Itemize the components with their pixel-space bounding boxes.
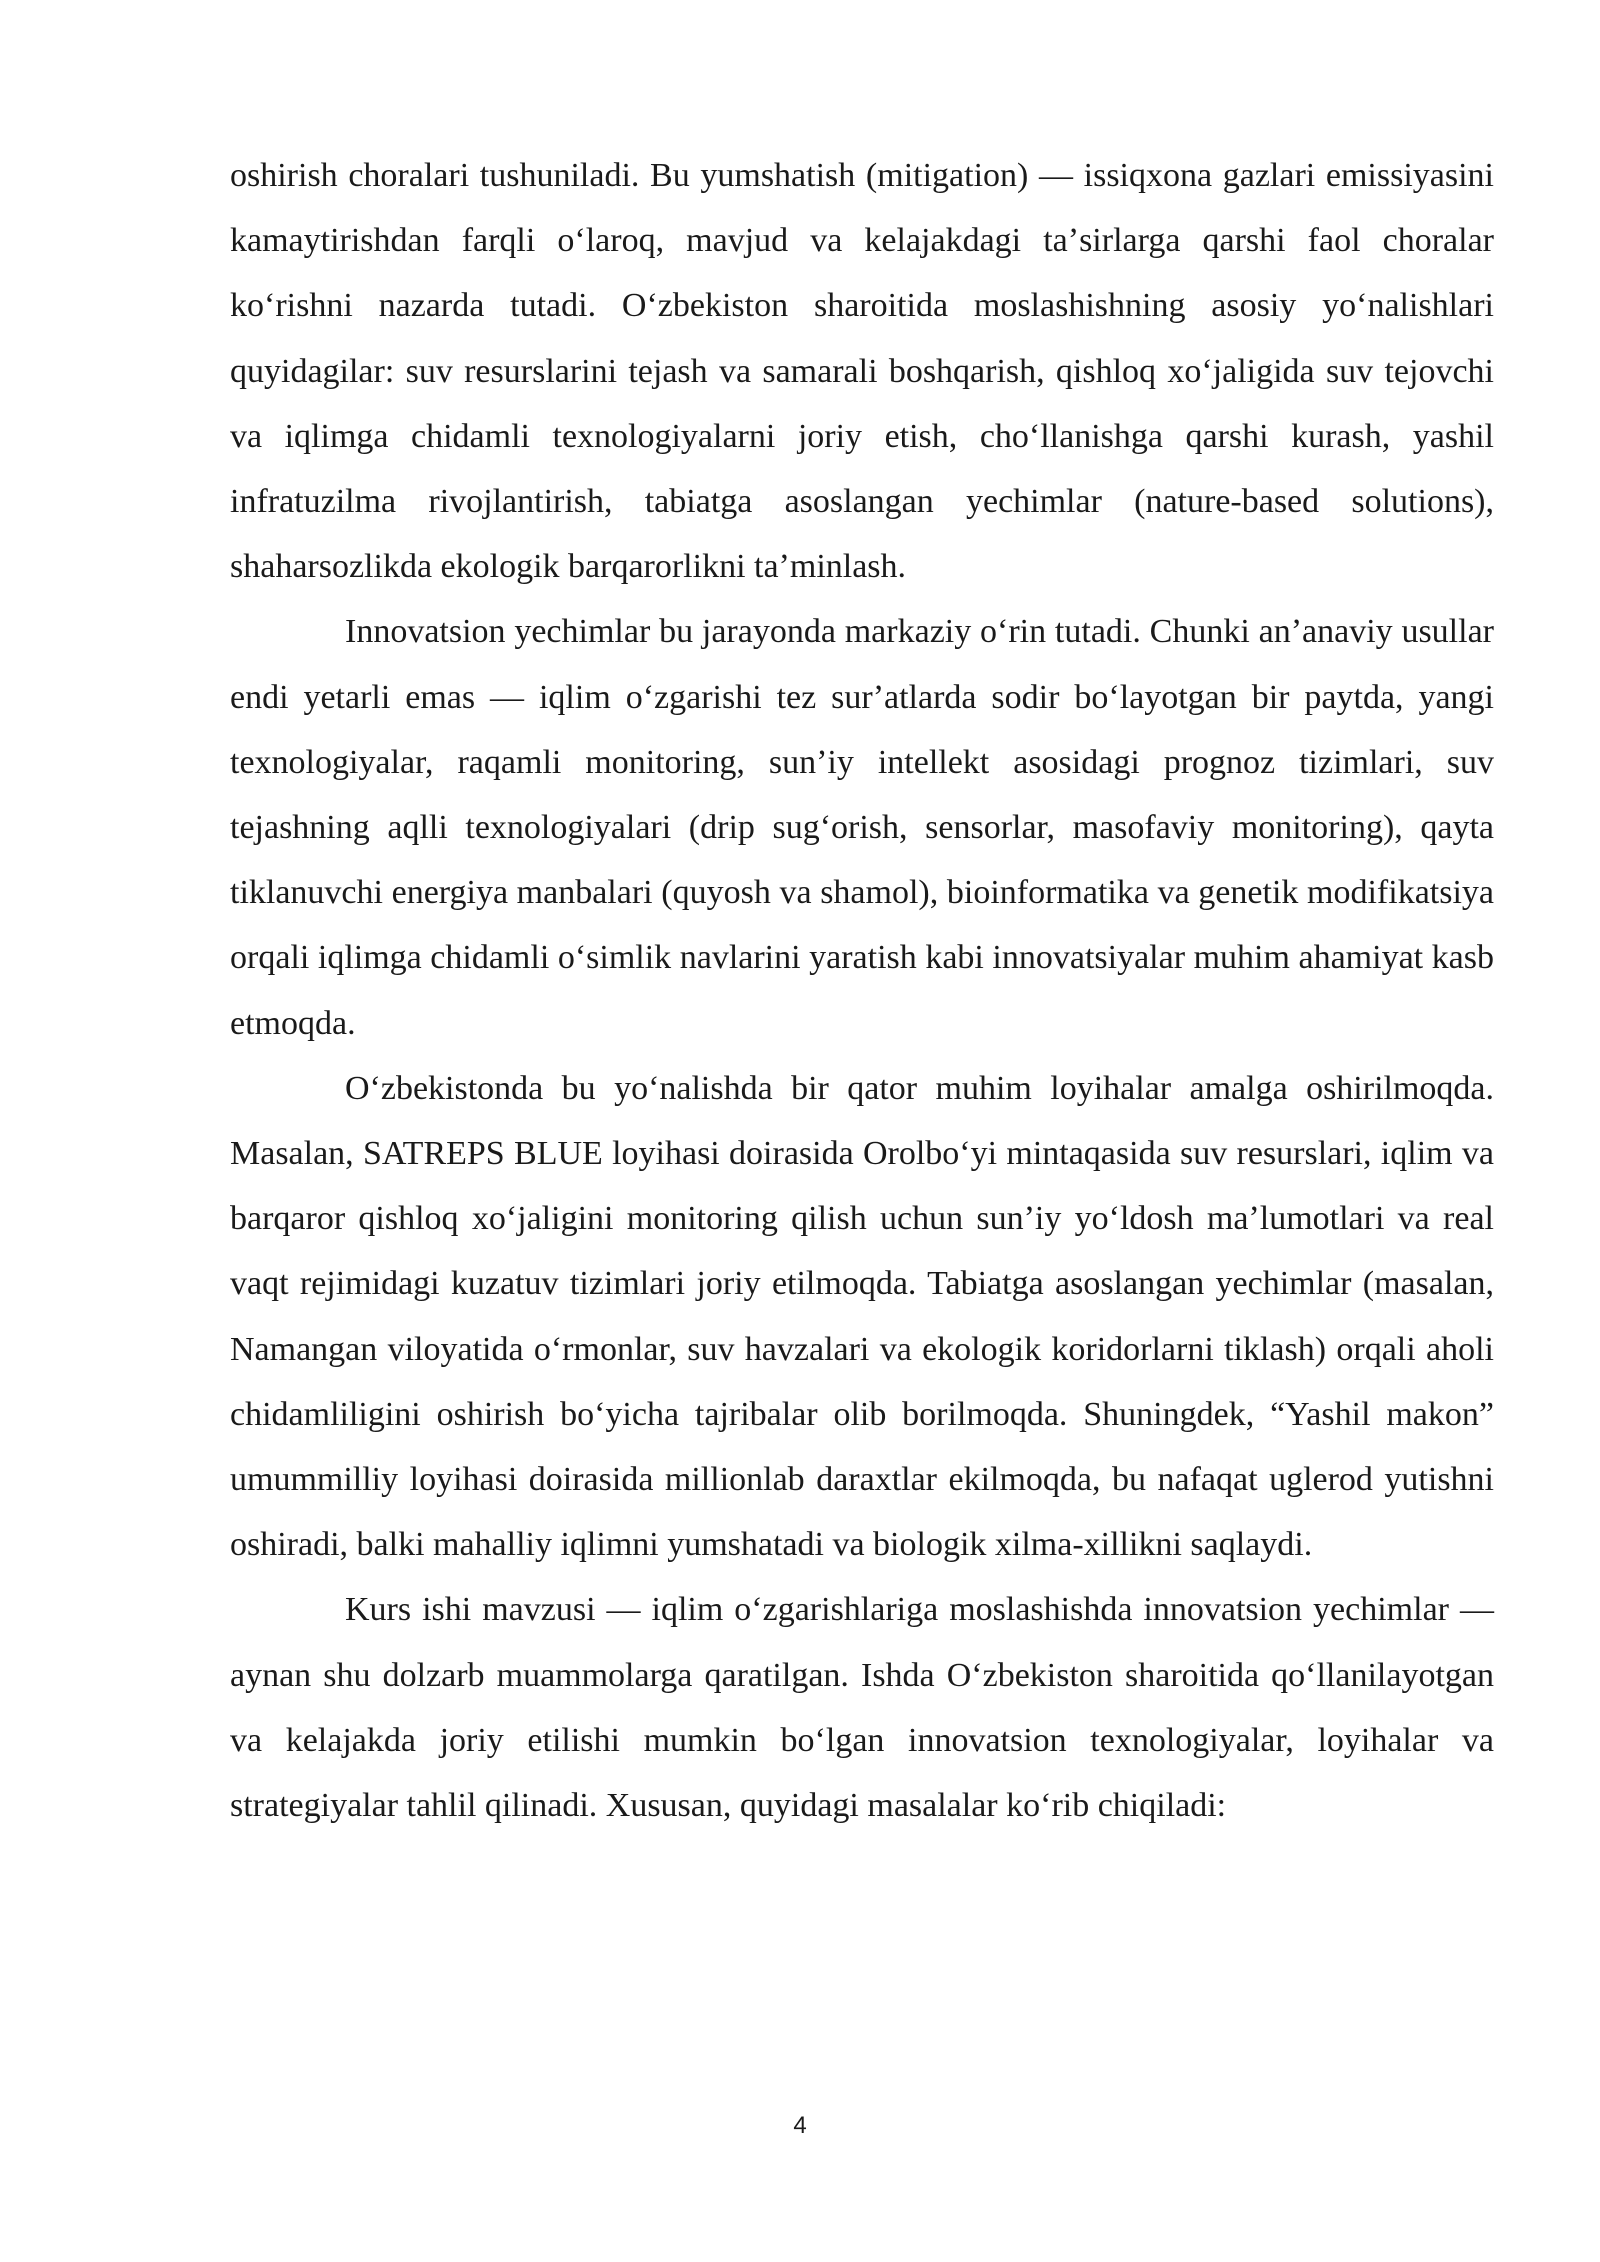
page-number: 4 [793, 2112, 807, 2139]
paragraph-3: Oʻzbekistonda bu yoʻnalishda bir qator muhim loyihalar amalga oshirilmoqda. Masalan, SATREPS BLUE loyihasi doirasida Orolboʻyi mintaqasida suv resurslari, iqlim va barqaror qishloq xoʻjaligini monitoring qilish uchun sunʼiy yoʻldosh maʼlumotlari va real vaqt rejimidagi kuzatuv tizimlari joriy etilmoqda. Tabiatga asoslangan yechimlar (masalan, Namangan viloyatida oʻrmonlar, suv havzalari va ekologik koridorlarni tiklash) orqali aholi chidamliligini oshirish boʻyicha tajribalar olib borilmoqda. Shuningdek, “Yashil makon” umummilliy loyihasi doirasida millionlab daraxtlar ekilmoqda, bu nafaqat uglerod yutishni oshiradi, balki mahalliy iqlimni yumshatadi va biologik xilma-xillikni saqlaydi. [230, 1069, 1494, 1564]
document-body [230, 143, 1494, 1838]
paragraph-1: oshirish choralari tushuniladi. Bu yumshatish (mitigation) — issiqxona gazlari emissiyasini kamaytirishdan farqli oʻlaroq, mavjud va kelajakdagi taʼsirlarga qarshi faol choralar koʻrishni nazarda tutadi. Oʻzbekiston sharoitida moslashishning asosiy yoʻnalishlari quyidagilar: suv resurslarini tejash va samarali boshqarish, qishloq xoʻjaligida suv tejovchi va iqlimga chidamli texnologiyalarni joriy etish, choʻllanishga qarshi kurash, yashil infratuzilma rivojlantirish, tabiatga asoslangan yechimlar (nature-based solutions), shaharsozlikda ekologik barqarorlikni taʼminlash. [230, 157, 1494, 586]
paragraph-2: Innovatsion yechimlar bu jarayonda markaziy oʻrin tutadi. Chunki anʼanaviy usullar endi yetarli emas — iqlim oʻzgarishi tez surʼatlarda sodir boʻlayotgan bir paytda, yangi texnologiyalar, raqamli monitoring, sunʼiy intellekt asosidagi prognoz tizimlari, suv tejashning aqlli texnologiyalari (drip sugʻorish, sensorlar, masofaviy monitoring), qayta tiklanuvchi energiya manbalari (quyosh va shamol), bioinformatika va genetik modifikatsiya orqali iqlimga chidamli oʻsimlik navlarini yaratish kabi innovatsiyalar muhim ahamiyat kasb etmoqda. [230, 613, 1494, 1042]
paragraph-4: Kurs ishi mavzusi — iqlim oʻzgarishlariga moslashishda innovatsion yechimlar — aynan shu dolzarb muammolarga qaratilgan. Ishda Oʻzbekiston sharoitida qoʻllanilayotgan va kelajakda joriy etilishi mumkin boʻlgan innovatsion texnologiyalar, loyihalar va strategiyalar tahlil qilinadi. Xususan, quyidagi masalalar koʻrib chiqiladi: [230, 1591, 1494, 1825]
